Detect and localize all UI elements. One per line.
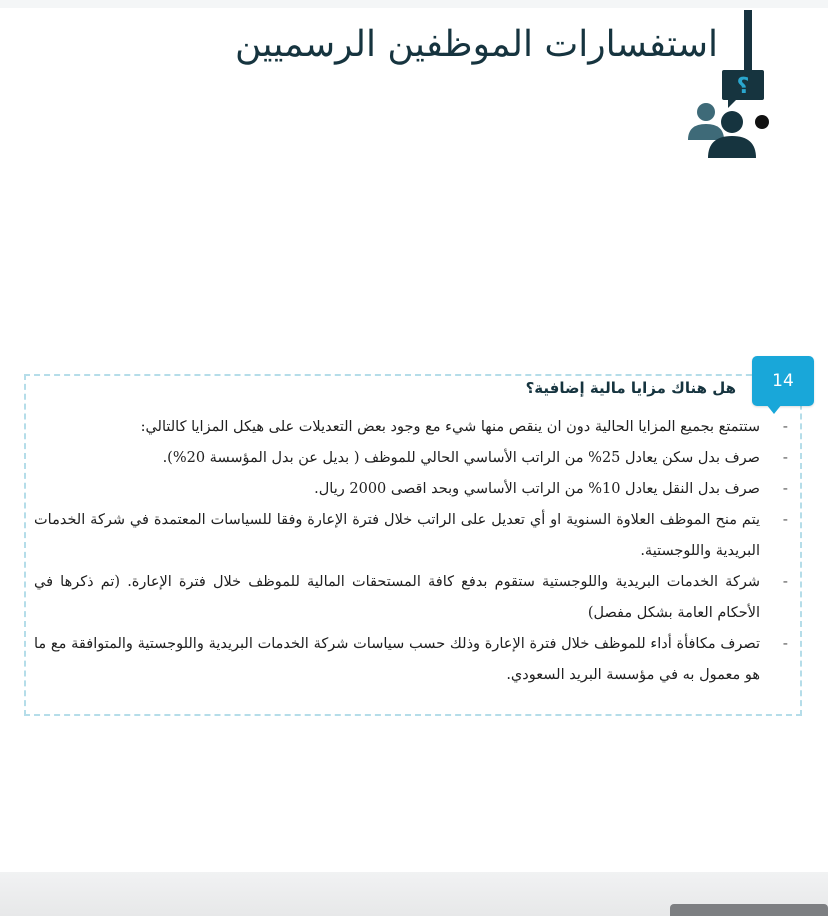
- question-number-badge: 14: [752, 356, 814, 406]
- answer-bullet: -: [782, 450, 788, 466]
- answer-item: [30, 443, 798, 474]
- answer-text: ستتمتع بجميع المزايا الحالية دون ان ينقص منها شيء مع وجود بعض التعديلات على هيكل المزايا كالتالي:: [140, 419, 760, 435]
- question-text: هل هناك مزايا مالية إضافية؟: [525, 379, 736, 397]
- people-question-icon: [684, 68, 774, 164]
- page-title: استفسارات الموظفين الرسميين: [235, 24, 718, 65]
- top-band: [0, 0, 828, 8]
- answer-text: صرف بدل سكن يعادل 25% من الراتب الأساسي الحالي للموظف ( بديل عن بدل المؤسسة 20%).: [162, 450, 760, 466]
- answer-item: [30, 412, 798, 443]
- answer-bullet: -: [782, 574, 788, 590]
- answer-bullet: -: [782, 419, 788, 435]
- answer-item: [30, 567, 798, 629]
- answer-text: يتم منح الموظف العلاوة السنوية او أي تعديل على الراتب خلال فترة الإعارة وفقا للسياسات المعتمدة في شركة الخدمات البريدية واللوجستية.: [34, 512, 760, 559]
- bottom-tab[interactable]: [670, 904, 828, 916]
- answer-text: تصرف مكافأة أداء للموظف خلال فترة الإعارة وذلك حسب سياسات شركة الخدمات البريدية واللوجستية والمتوافقة مع ما هو معمول به في مؤسسة البريد السعودي.: [34, 636, 760, 683]
- answer-item: [30, 505, 798, 567]
- svg-text:؟: ؟: [736, 74, 750, 99]
- answer-bullet: -: [782, 636, 788, 652]
- answer-bullet: -: [782, 512, 788, 528]
- page-header: [84, 10, 784, 80]
- answer-item: [30, 629, 798, 691]
- answer-text: صرف بدل النقل يعادل 10% من الراتب الأساسي وبحد اقصى 2000 ريال.: [314, 481, 760, 497]
- answer-bullet: -: [782, 481, 788, 497]
- answer-item: [30, 474, 798, 505]
- answer-text: شركة الخدمات البريدية واللوجستية ستقوم بدفع كافة المستحقات المالية للموظف خلال فترة الإعارة. (تم ذكرها في الأحكام العامة بشكل مفصل): [34, 574, 760, 621]
- answer-list: [30, 412, 798, 691]
